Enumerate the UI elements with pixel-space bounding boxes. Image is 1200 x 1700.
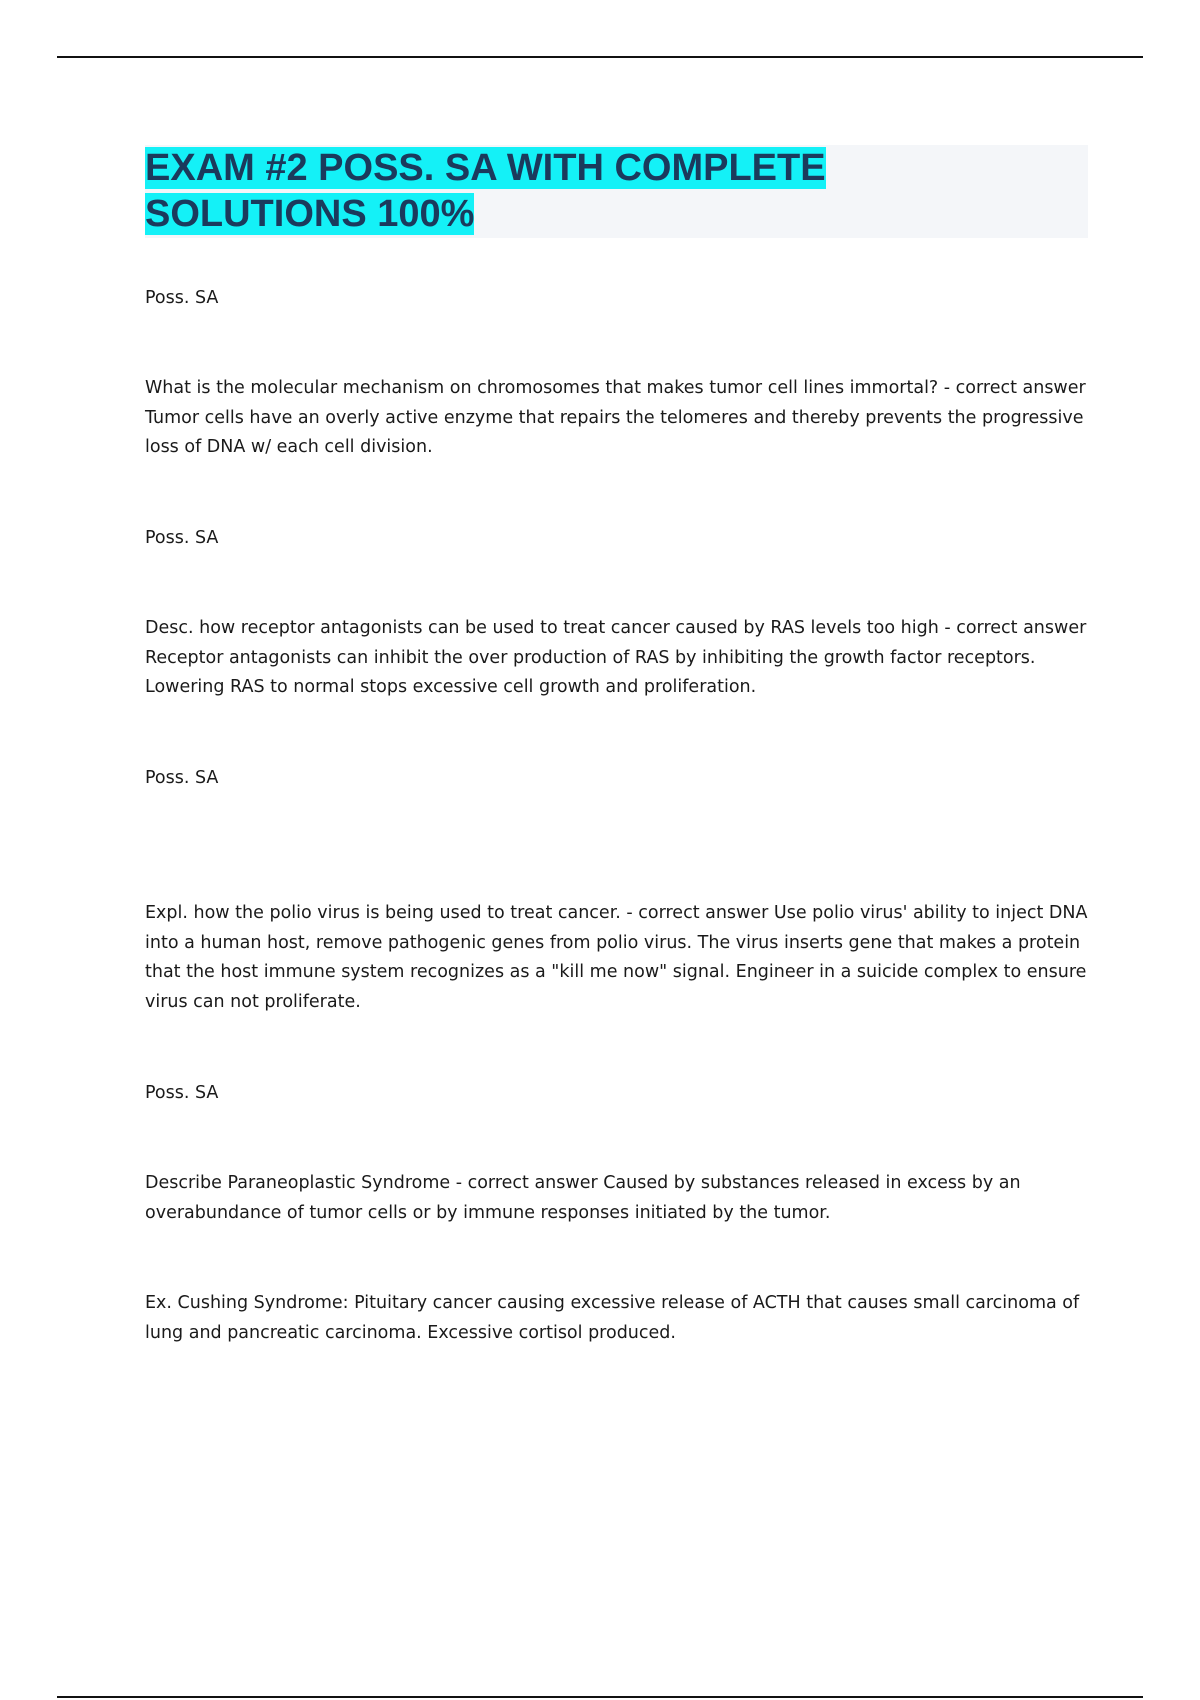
question-answer: What is the molecular mechanism on chromosomes that makes tumor cell lines immortal? - correct answer Tumor cells have an overly active enzyme that repairs the telomeres and thereby prevents the progressive loss of DNA w/ each cell division. <box>145 378 1086 457</box>
section-label: Poss. SA <box>145 768 219 788</box>
section-label: Poss. SA <box>145 1083 219 1103</box>
section-label: Poss. SA <box>145 528 219 548</box>
document-title <box>145 145 905 237</box>
footer-rule <box>57 1696 1143 1698</box>
example-paragraph: Ex. Cushing Syndrome: Pituitary cancer causing excessive release of ACTH that causes small carcinoma of lung and pancreatic carcinoma. Excessive cortisol produced. <box>145 1293 1080 1343</box>
title-highlight: EXAM #2 POSS. SA WITH COMPLETE SOLUTIONS 100% <box>145 147 826 235</box>
question-answer: Expl. how the polio virus is being used to treat cancer. - correct answer Use polio virus' ability to inject DNA into a human host, remove pathogenic genes from polio virus. The virus inserts gene that makes a protein that the host immune system recognizes as a "kill me now" signal. Engineer in a suicide complex to ensure virus can not proliferate. <box>145 903 1088 1012</box>
header-rule <box>57 56 1143 58</box>
question-answer: Describe Paraneoplastic Syndrome - correct answer Caused by substances released in excess by an overabundance of tumor cells or by immune responses initiated by the tumor. <box>145 1173 1021 1223</box>
question-answer: Desc. how receptor antagonists can be used to treat cancer caused by RAS levels too high - correct answer Receptor antagonists can inhibit the over production of RAS by inhibiting the growth factor receptors. Lowering RAS to normal stops excessive cell growth and proliferation. <box>145 618 1087 697</box>
section-label: Poss. SA <box>145 288 219 308</box>
